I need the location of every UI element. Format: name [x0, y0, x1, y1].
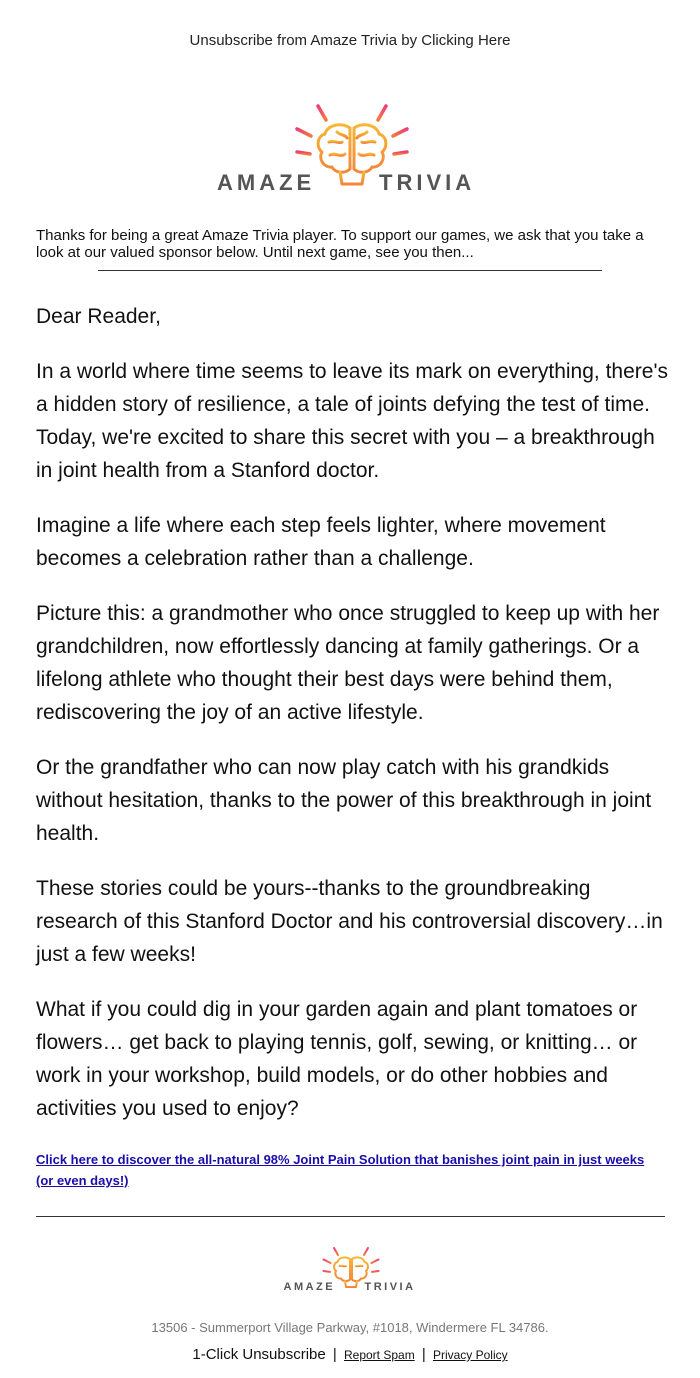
footer-logo-word-right: TRIVIA	[364, 1281, 416, 1293]
letter-paragraph-4: Or the grandfather who can now play catch with his grandkids without hesitation, thanks to the power of this breakthrough in joint health.	[36, 756, 652, 845]
intro-message: Thanks for being a great Amaze Trivia player. To support our games, we ask that you take a look at our valued sponsor below. Until next game, see you then...	[36, 227, 644, 261]
report-spam-link[interactable]: Report Spam	[343, 1348, 415, 1362]
footer-logo	[282, 1241, 420, 1299]
one-click-unsubscribe-link[interactable]: 1-Click Unsubscribe	[192, 1346, 326, 1363]
letter-paragraph-5: These stories could be yours--thanks to the groundbreaking research of this Stanford Doctor and his controversial discovery…in just a few weeks!	[36, 877, 663, 966]
amaze-trivia-logo	[217, 92, 487, 208]
joint-pain-solution-link[interactable]: Click here to discover the all-natural 98% Joint Pain Solution that banishes joint pain in just weeks (or even days!)	[36, 1152, 645, 1188]
lightbulb-brain-icon	[217, 92, 487, 208]
logo-word-left: AMAZE	[217, 170, 316, 195]
footer-links	[0, 1346, 700, 1363]
letter-paragraph-6: What if you could dig in your garden again and plant tomatoes or flowers… get back to playing tennis, golf, sewing, or knitting… or work in your workshop, build models, or do other hobbies and activities you used to enjoy?	[36, 998, 638, 1120]
logo-word-right: TRIVIA	[379, 170, 476, 195]
footer-address: 13506 - Summerport Village Parkway, #1018, Windermere FL 34786.	[151, 1320, 549, 1335]
letter-paragraph-2: Imagine a life where each step feels lighter, where movement becomes a celebration rather than a challenge.	[36, 514, 606, 570]
footer-logo-word-left: AMAZE	[283, 1281, 336, 1293]
footer-lightbulb-brain-icon	[282, 1241, 420, 1299]
footer-separator-1: |	[332, 1346, 337, 1363]
letter-paragraph-1: In a world where time seems to leave its mark on everything, there's a hidden story of resilience, a tale of joints defying the test of time. Today, we're excited to share this secret with you – a breakthrough in joint health from a Stanford doctor.	[36, 360, 668, 482]
footer-separator-2: |	[421, 1346, 426, 1363]
letter-paragraph-3: Picture this: a grandmother who once struggled to keep up with her grandchildren, now effortlessly dancing at family gatherings. Or a lifelong athlete who thought their best days were behind them, rediscovering the joy of an active lifestyle.	[36, 602, 660, 724]
top-unsubscribe-link[interactable]: Unsubscribe from Amaze Trivia by Clicking Here	[189, 32, 511, 49]
greeting: Dear Reader,	[36, 305, 161, 328]
footer-divider	[36, 1216, 665, 1217]
intro-divider	[98, 270, 602, 271]
privacy-policy-link[interactable]: Privacy Policy	[432, 1348, 508, 1362]
